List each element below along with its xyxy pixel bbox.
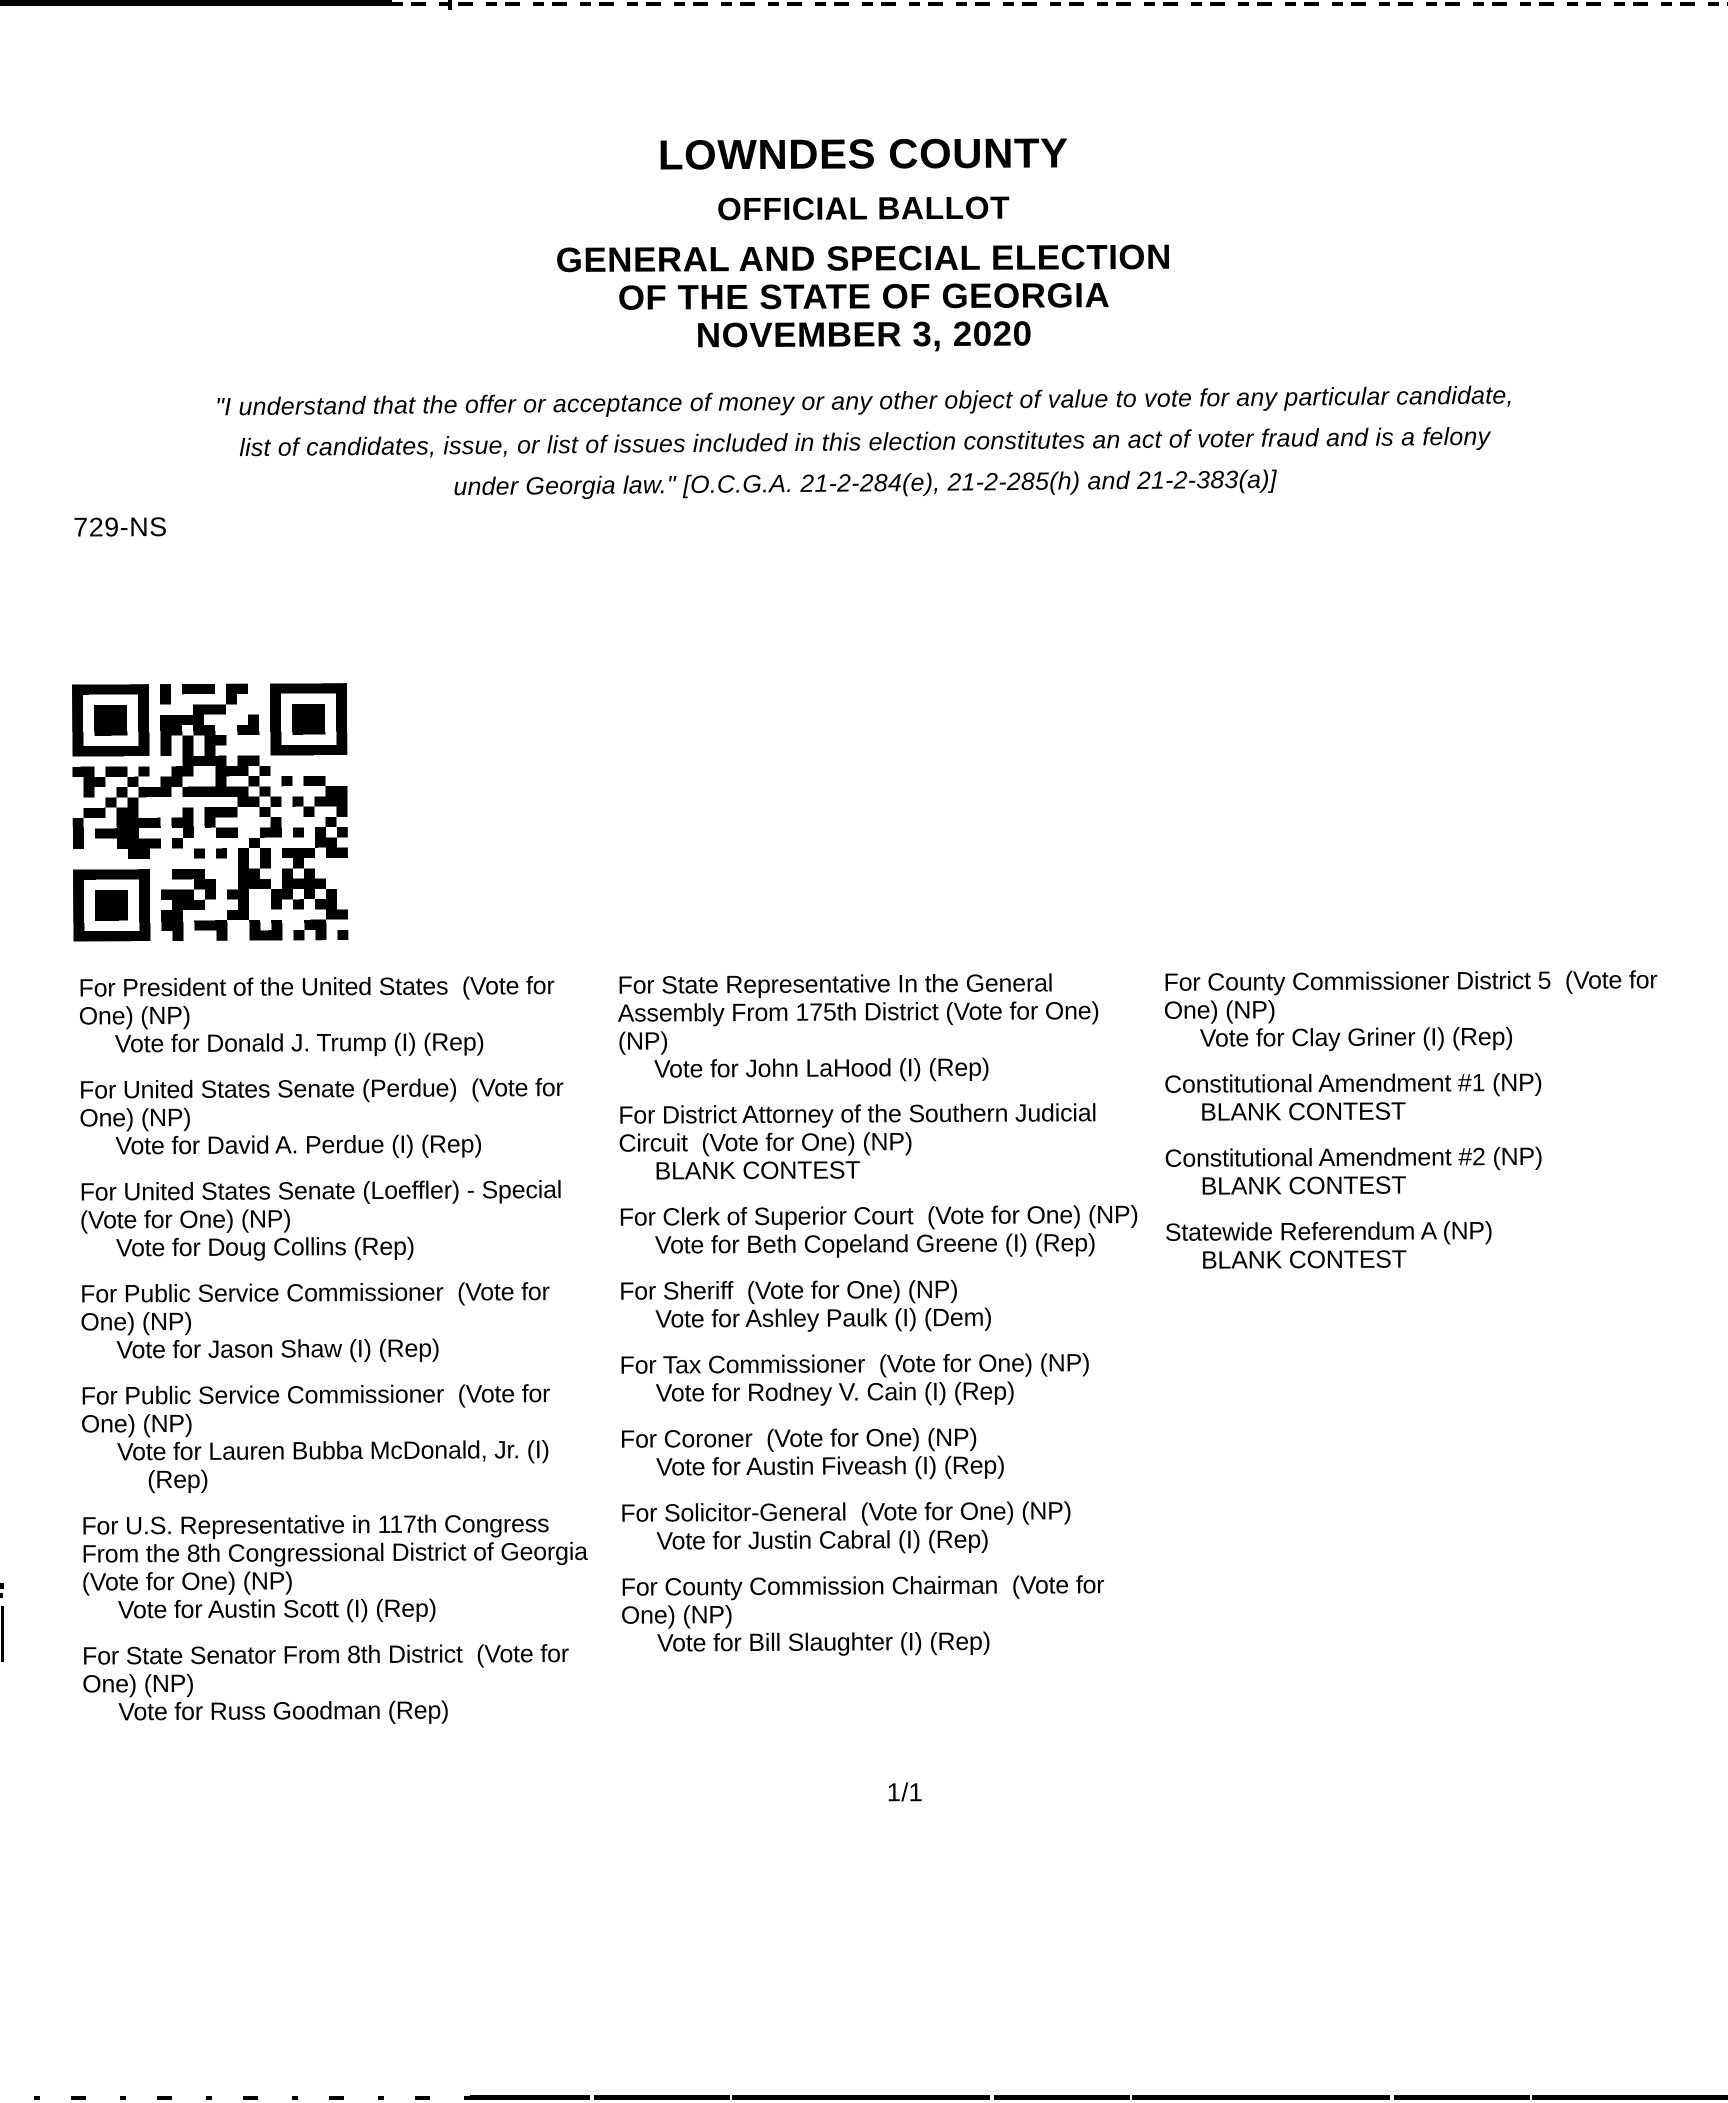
vote-selection: Vote for John LaHood (I) (Rep) [653, 1053, 990, 1084]
contest [619, 1275, 1139, 1334]
contest [80, 1176, 600, 1263]
contest-title: For County Commissioner District 5 (Vote for One) (NP) [1163, 966, 1665, 1025]
contest [79, 972, 599, 1059]
contest-column-1 [79, 972, 603, 1745]
vote-selection: Vote for Beth Copeland Greene (I) (Rep) [654, 1229, 1097, 1260]
contest [1164, 966, 1712, 1053]
contest-title: For State Senator From 8th District (Vote for One) (NP) [82, 1639, 576, 1699]
vote-selection: Vote for Ashley Paulk (I) (Dem) [655, 1303, 993, 1334]
contest-title: For District Attorney of the Southern Judicial Circuit (Vote for One) (NP) [618, 1099, 1104, 1158]
contest [1164, 1068, 1712, 1127]
contest-title: For United States Senate (Perdue) (Vote for One) (NP) [79, 1073, 571, 1133]
vote-selection: Vote for Jason Shaw (I) (Rep) [116, 1334, 441, 1365]
county-title: LOWNDES COUNTY [657, 129, 1069, 179]
contest [80, 1278, 600, 1365]
disclaimer-line: list of candidates, issue, or list of issues included in this election constitutes an act of voter fraud and is a felony [239, 422, 1491, 463]
contest-title: Statewide Referendum A (NP) [1164, 1217, 1494, 1247]
contest-title: For Sheriff (Vote for One) (NP) [619, 1275, 959, 1306]
contest-title: For United States Senate (Loeffler) - Special (Vote for One) (NP) [79, 1175, 576, 1235]
contest-title: For Public Service Commissioner (Vote for One) (NP) [80, 1380, 558, 1439]
disclaimer-line: "I understand that the offer or acceptance of money or any other object of value to vote for any particular candidate, [215, 381, 1514, 422]
election-title [0, 236, 1728, 359]
contest-title: For Solicitor-General (Vote for One) (NP) [620, 1497, 1072, 1528]
contest-title: For Tax Commissioner (Vote for One) (NP) [619, 1349, 1091, 1380]
election-line2: OF THE STATE OF GEORGIA [617, 276, 1111, 318]
contest-title: For President of the United States (Vote for One) (NP) [78, 972, 562, 1031]
vote-selection: Vote for Bill Slaughter (I) (Rep) [656, 1627, 991, 1658]
ballot-style-code: 729-NS [73, 512, 168, 543]
voter-fraud-disclaimer [34, 374, 1695, 512]
ballot-type-title: OFFICIAL BALLOT [716, 189, 1011, 228]
vote-selection: Vote for Donald J. Trump (I) (Rep) [114, 1028, 485, 1059]
vote-selection: Vote for Rodney V. Cain (I) (Rep) [655, 1377, 1016, 1408]
election-date: NOVEMBER 3, 2020 [695, 314, 1033, 356]
vote-selection: Vote for Austin Scott (I) (Rep) [117, 1594, 437, 1625]
blank-contest-label: BLANK CONTEST [654, 1156, 861, 1186]
contest-title: For County Commission Chairman (Vote for One) (NP) [620, 1571, 1112, 1630]
contest [82, 1640, 602, 1727]
contest [620, 1349, 1140, 1408]
contest [620, 1497, 1140, 1556]
vote-selection: Vote for David A. Perdue (I) (Rep) [115, 1130, 483, 1161]
contest-column-3 [1164, 966, 1714, 1293]
contest [620, 1423, 1140, 1482]
contest-title: For State Representative In the General Assembly From 175th District (Vote for One) (NP) [617, 969, 1107, 1056]
contest [79, 1074, 599, 1161]
contest [81, 1510, 602, 1625]
contest [621, 1571, 1141, 1658]
contest-column-2 [618, 969, 1142, 1676]
blank-contest-label: BLANK CONTEST [1200, 1245, 1407, 1275]
blank-contest-label: BLANK CONTEST [1200, 1171, 1407, 1201]
blank-contest-label: BLANK CONTEST [1200, 1097, 1407, 1127]
election-line1: GENERAL AND SPECIAL ELECTION [555, 237, 1172, 281]
contest-title: For Clerk of Superior Court (Vote for One) (NP) [618, 1200, 1139, 1232]
contest-title: Constitutional Amendment #2 (NP) [1164, 1142, 1544, 1173]
contest [81, 1380, 602, 1495]
vote-selection: Vote for Clay Griner (I) (Rep) [1199, 1023, 1514, 1053]
vote-selection: Vote for Lauren Bubba McDonald, Jr. (I) (Rep) [116, 1436, 557, 1495]
disclaimer-line: under Georgia law." [O.C.G.A. 21-2-284(e), 21-2-285(h) and 21-2-383(a)] [453, 465, 1277, 502]
contest-title: For Public Service Commissioner (Vote for One) (NP) [80, 1278, 557, 1337]
qr-code [72, 683, 348, 941]
vote-selection: Vote for Russ Goodman (Rep) [118, 1696, 450, 1727]
vote-selection: Vote for Austin Fiveash (I) (Rep) [656, 1451, 1006, 1482]
contest [1164, 1142, 1712, 1201]
contest [1165, 1216, 1713, 1275]
contest [618, 1099, 1138, 1186]
scan-artifact-left-dash [0, 1593, 3, 1598]
contest-title: For Coroner (Vote for One) (NP) [619, 1423, 978, 1454]
vote-selection: Vote for Justin Cabral (I) (Rep) [656, 1525, 990, 1556]
contest-title: For U.S. Representative in 117th Congress From the 8th Congressional District of Georgia (Vote for One) (NP) [81, 1510, 595, 1597]
page-number: 1/1 [886, 1777, 923, 1808]
vote-selection: Vote for Doug Collins (Rep) [115, 1232, 415, 1263]
contest-title: Constitutional Amendment #1 (NP) [1164, 1068, 1543, 1099]
contest [619, 1201, 1139, 1260]
scan-artifact-left-dash [0, 1583, 4, 1589]
scan-artifact-left-line [1, 1606, 4, 1662]
contest [618, 969, 1139, 1084]
